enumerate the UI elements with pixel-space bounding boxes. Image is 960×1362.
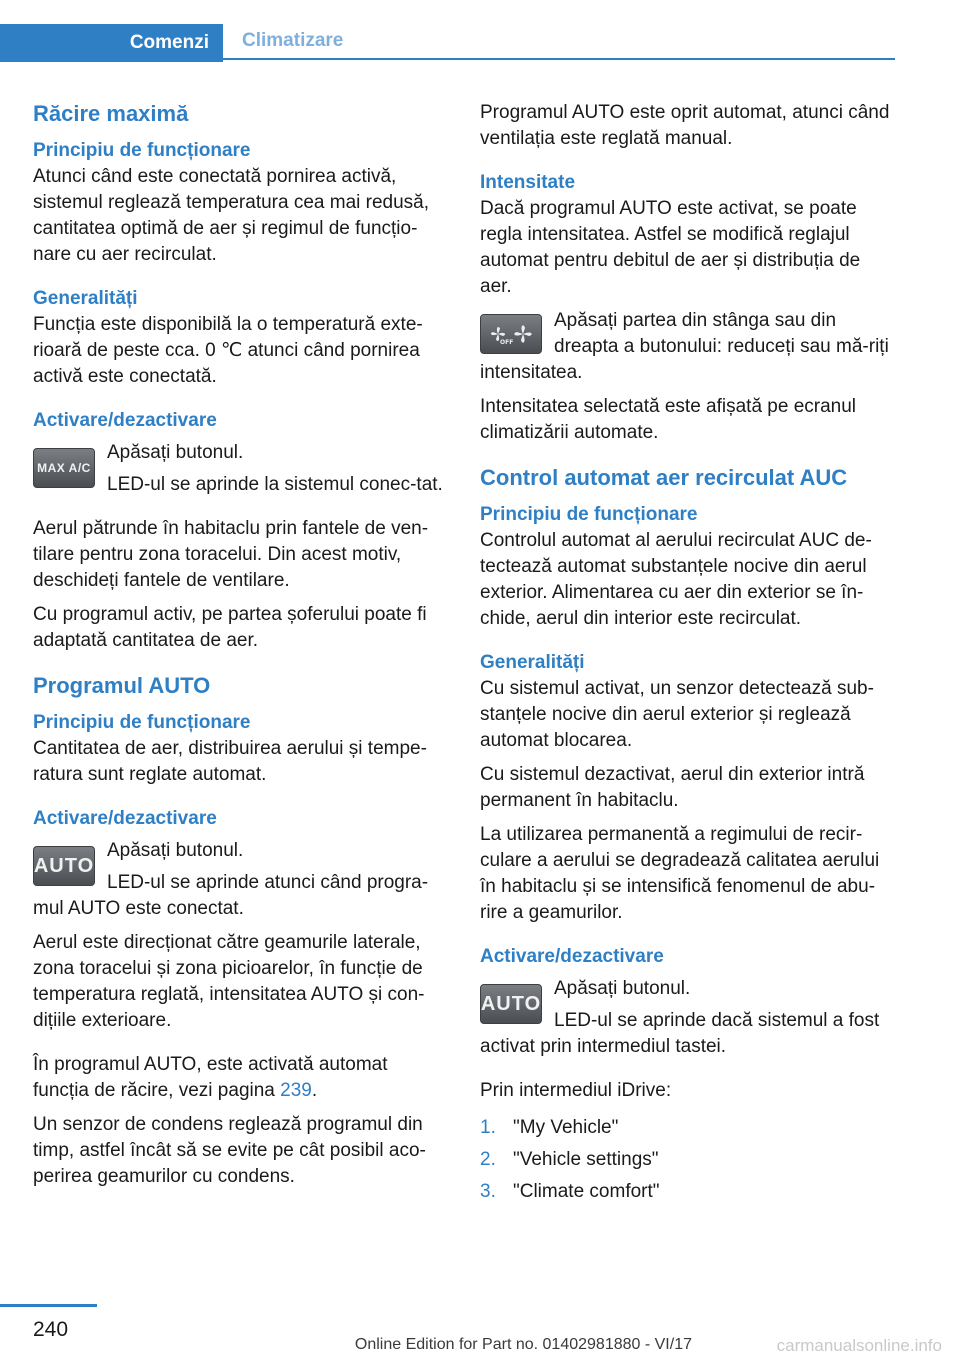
left-column	[33, 100, 448, 1190]
tab-climatizare[interactable]: Climatizare	[223, 24, 895, 60]
paragraph: Cu programul activ, pe partea șoferului poate fi adaptată cantitatea de aer.	[33, 604, 427, 651]
subheading-activare: Activare/dezactivare	[33, 808, 217, 829]
tab-comenzi[interactable]: Comenzi	[0, 24, 223, 62]
paragraph: Un senzor de condens reglează programul din timp, astfel încât să se evite pe cât posibil aco-perirea geamurilor cu condens.	[33, 1114, 426, 1187]
paragraph: Apăsați butonul.	[107, 442, 244, 463]
section-heading-programul-auto: Programul AUTO	[33, 673, 211, 698]
section-heading-racire-maxima: Răcire maximă	[33, 101, 189, 126]
footer-rule	[0, 1304, 97, 1307]
page-link[interactable]: 239	[280, 1080, 312, 1101]
intensity-instruction	[480, 308, 895, 386]
paragraph: Cu sistemul dezactivat, aerul din exterior intră permanent în habitaclu.	[480, 764, 865, 811]
paragraph: Aerul este direcționat către geamurile laterale, zona toracelui și zona picioarelor, în funcție de temperatura reglată, intensitatea AUTO și con-dițiile exterioare.	[33, 932, 425, 1031]
auc-auto-button-icon: AUTO	[480, 984, 542, 1024]
subheading-intensitate: Intensitate	[480, 172, 576, 193]
paragraph: Controlul automat al aerului recirculat AUC de-tectează automat substanțele nocive din aerul exterior. Alimentarea cu aer din exterior se în-chide, aerul din interior este recirculat.	[480, 530, 872, 629]
auto-button-icon: AUTO	[33, 846, 95, 886]
page-header	[0, 24, 895, 62]
fan-intensity-button-icon	[480, 314, 542, 354]
section-heading-auc: Control automat aer recirculat AUC	[480, 465, 848, 490]
fan-large-icon	[511, 322, 535, 346]
subheading-activare: Activare/dezactivare	[480, 946, 664, 967]
paragraph: LED-ul se aprinde dacă sistemul a fost activat prin intermediul tastei.	[480, 1010, 880, 1057]
paragraph: LED-ul se aprinde atunci când progra-mul AUTO este conectat.	[33, 872, 429, 919]
paragraph: Dacă programul AUTO este activat, se poate regla intensitatea. Astfel se modifică reglajul automat pentru debitul de aer și distribuția de aer.	[480, 198, 861, 297]
paragraph: Prin intermediul iDrive:	[480, 1080, 672, 1101]
paragraph-with-link: În programul AUTO, este activată automat funcția de răcire, vezi pagina 239.	[33, 1054, 388, 1101]
auc-instruction	[480, 976, 895, 1060]
paragraph: Cu sistemul activat, un senzor detectează sub-stanțele nocive din aerul exterior și reglează automat blocarea.	[480, 678, 874, 751]
list-item: 3. "Climate comfort"	[480, 1181, 660, 1202]
auto-instruction	[33, 838, 448, 922]
right-column	[480, 100, 895, 1208]
paragraph: Atunci când este conectată pornirea activă, sistemul reglează temperatura cea mai redusă, cantitatea optimă de aer și regimul de funcțio-nare cu aer recirculat.	[33, 166, 430, 265]
subheading-principiu: Principiu de funcționare	[33, 140, 251, 161]
paragraph: LED-ul se aprinde la sistemul conec-tat.	[107, 474, 443, 495]
paragraph: Apăsați butonul.	[107, 840, 244, 861]
paragraph: Funcția este disponibilă la o temperatură exte-rioară de peste cca. 0 ℃ atunci când pornirea activă este conectată.	[33, 314, 423, 387]
watermark: carmanualsonline.info	[776, 1336, 942, 1355]
svg-text:OFF: OFF	[500, 339, 514, 346]
paragraph: Apăsați butonul.	[554, 978, 691, 999]
subheading-generalitati: Generalități	[480, 652, 585, 673]
subheading-activare: Activare/dezactivare	[33, 410, 217, 431]
subheading-principiu: Principiu de funcționare	[33, 712, 251, 733]
maxac-instruction	[33, 440, 448, 498]
list-item: 2. "Vehicle settings"	[480, 1149, 659, 1170]
paragraph: Programul AUTO este oprit automat, atunci când ventilația este reglată manual.	[480, 102, 890, 149]
paragraph: La utilizarea permanentă a regimului de recir-culare a aerului se degradează calitatea aerului în habitaclu și se intensifică fenomenul de abu-rire a geamurilor.	[480, 824, 880, 923]
paragraph: Intensitatea selectată este afișată pe ecranul climatizării automate.	[480, 396, 857, 443]
paragraph: Apăsați partea din stânga sau din dreapta a butonului: reduceți sau mă-riți intensitatea.	[480, 310, 889, 383]
max-ac-button-icon: MAX A/C	[33, 448, 95, 488]
paragraph: Cantitatea de aer, distribuirea aerului și tempe-ratura sunt reglate automat.	[33, 738, 427, 785]
paragraph: Aerul pătrunde în habitaclu prin fantele de ven-tilare pentru zona toracelui. Din acest motiv, deschideți fantele de ventilare.	[33, 518, 429, 591]
edition-text: Online Edition for Part no. 01402981880 - VI/17	[354, 1336, 692, 1353]
page-number: 240	[33, 1318, 69, 1341]
idrive-steps-list	[480, 1112, 895, 1208]
subheading-principiu: Principiu de funcționare	[480, 504, 698, 525]
subheading-generalitati: Generalități	[33, 288, 138, 309]
fan-small-icon	[487, 323, 514, 346]
list-item: 1. "My Vehicle"	[480, 1117, 619, 1138]
